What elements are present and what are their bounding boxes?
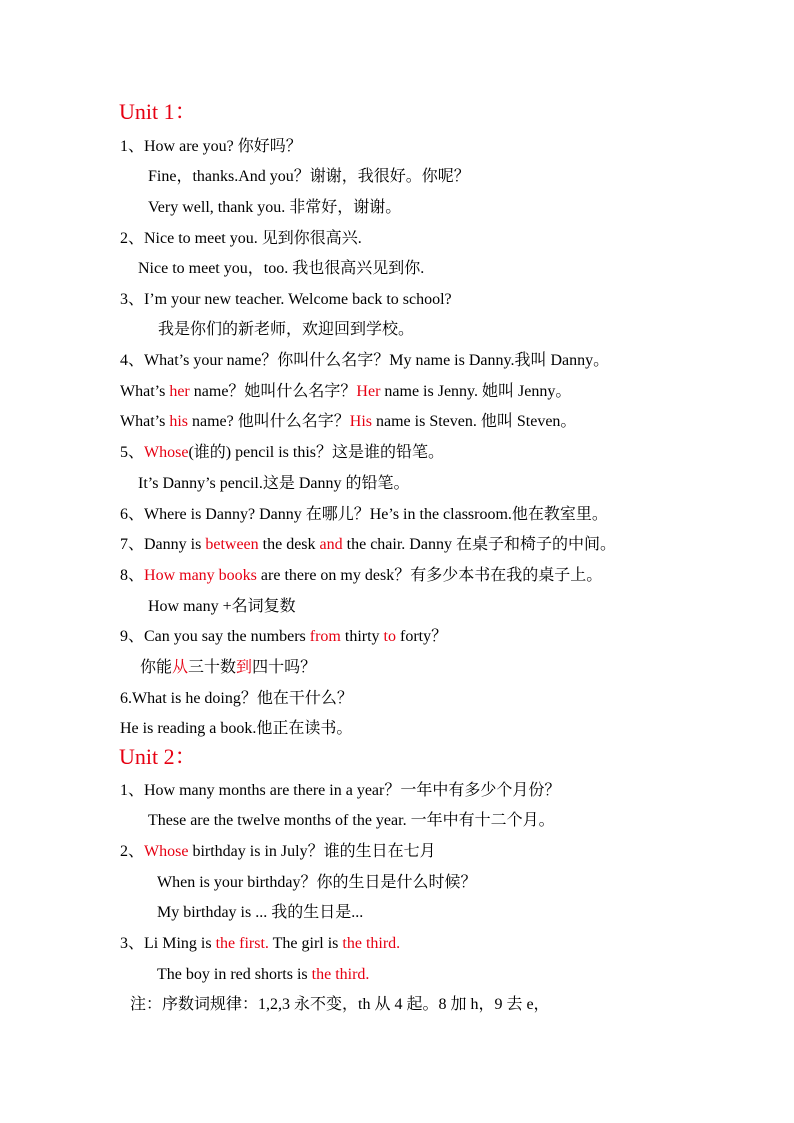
text-segment: the desk — [258, 536, 320, 553]
highlight-keyword: and — [319, 536, 343, 553]
text-segment: The boy in red shorts is — [157, 966, 312, 983]
u1-line-4: 2、Nice to meet you. 见到你很高兴. — [120, 230, 362, 247]
text-segment: name？她叫什么名字？ — [189, 383, 357, 400]
text-segment: What’s — [120, 413, 170, 430]
text-segment: birthday is in July？谁的生日在七月 — [188, 843, 436, 860]
text-segment: are there on my desk？有多少本书在我的桌子上。 — [256, 567, 603, 584]
text-segment: 四十吗？ — [252, 659, 317, 676]
highlight-keyword: the third. — [342, 935, 401, 952]
text-segment: the chair. Danny 在桌子和椅子的中间。 — [342, 536, 616, 553]
text-segment: forty？ — [396, 628, 448, 645]
u1-line-3: Very well, thank you. 非常好，谢谢。 — [148, 199, 402, 216]
u2-line-1: 1、How many months are there in a year？一年中有多少个月份？ — [120, 782, 561, 799]
u2-line-4: When is your birthday？你的生日是什么时候？ — [157, 874, 477, 891]
highlight-keyword: Whose — [144, 843, 189, 860]
u1-line-13: 6、Where is Danny? Danny 在哪儿？He’s in the classroom.他在教室里。 — [120, 506, 608, 523]
u1-line-8: 4、What’s your name？你叫什么名字？My name is Danny.我叫 Danny。 — [120, 352, 610, 369]
text-segment: name? 他叫什么名字？ — [188, 413, 350, 430]
highlight-keyword: How many books — [144, 567, 257, 584]
text-segment: 你能 — [140, 659, 173, 676]
u2-line-2: These are the twelve months of the year. 一年中有十二个月。 — [148, 812, 555, 829]
u1-line-2: Fine，thanks.And you？谢谢，我很好。你呢？ — [148, 168, 470, 185]
u2-note-line: 注：序数词规律：1,2,3 永不变，th 从 4 起。8 加 h，9 去 e， — [130, 996, 550, 1013]
highlight-keyword: Whose — [144, 444, 189, 461]
u1-line-19: 6.What is he doing？他在干什么？ — [120, 690, 353, 707]
highlight-keyword: Her — [356, 383, 381, 400]
u2-line-5: My birthday is ... 我的生日是... — [157, 904, 364, 921]
u1-line-6: 3、I’m your new teacher. Welcome back to school? — [120, 291, 452, 308]
highlight-keyword: 从 — [172, 659, 189, 676]
text-segment: What’s — [120, 383, 170, 400]
u1-line-20: He is reading a book.他正在读书。 — [120, 720, 353, 737]
u1-line-1: 1、How are you? 你好吗？ — [120, 138, 302, 155]
text-segment: 5、 — [120, 444, 145, 461]
highlight-keyword: 到 — [236, 659, 253, 676]
highlight-keyword: to — [383, 628, 396, 645]
u1-line-11 — [120, 443, 444, 463]
u1-line-17 — [120, 627, 447, 647]
u1-line-12: It’s Danny’s pencil.这是 Danny 的铅笔。 — [138, 475, 410, 492]
u1-line-7: 我是你们的新老师，欢迎回到学校。 — [158, 321, 415, 338]
highlight-keyword: the third. — [311, 966, 370, 983]
text-segment: 三十数 — [188, 659, 237, 676]
text-segment: The girl is — [268, 935, 343, 952]
highlight-keyword: her — [169, 383, 190, 400]
u2-line-6 — [120, 934, 400, 954]
u1-line-15 — [120, 566, 602, 586]
u1-line-10 — [120, 412, 576, 432]
text-segment: 7、Danny is — [120, 536, 206, 553]
unit-1-heading: Unit 1： — [119, 99, 197, 124]
text-segment: thirty — [340, 628, 384, 645]
u1-line-16: How many +名词复数 — [148, 598, 296, 615]
u1-line-5: Nice to meet you，too. 我也很高兴见到你. — [138, 260, 425, 277]
text-segment: 2、 — [120, 843, 145, 860]
highlight-keyword: His — [349, 413, 372, 430]
u1-line-14 — [120, 535, 616, 555]
text-segment: 9、Can you say the numbers — [120, 628, 310, 645]
u2-line-7 — [157, 965, 369, 985]
text-segment: name is Steven. 他叫 Steven。 — [372, 413, 577, 430]
text-segment: name is Jenny. 她叫 Jenny。 — [380, 383, 572, 400]
text-segment: 3、Li Ming is — [120, 935, 216, 952]
u1-line-18 — [140, 658, 316, 678]
text-segment: (谁的) pencil is this？这是谁的铅笔。 — [188, 444, 444, 461]
u1-line-9 — [120, 382, 571, 402]
unit-2-heading: Unit 2： — [119, 744, 197, 769]
highlight-keyword: from — [309, 628, 341, 645]
text-segment: 8、 — [120, 567, 145, 584]
highlight-keyword: his — [169, 413, 188, 430]
highlight-keyword: the first. — [215, 935, 269, 952]
highlight-keyword: between — [205, 536, 259, 553]
u2-line-3 — [120, 842, 436, 862]
